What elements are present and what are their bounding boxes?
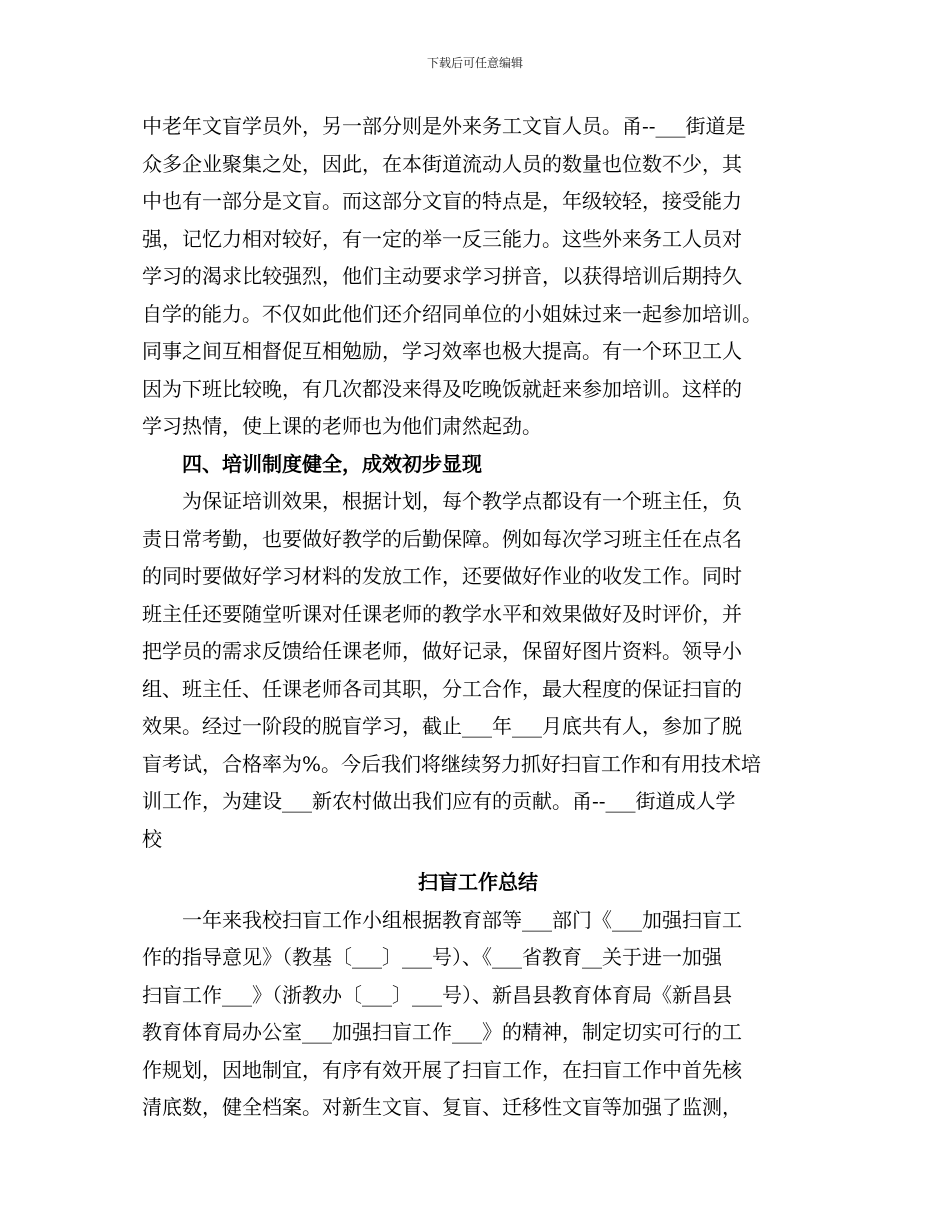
paragraph-line: 扫盲工作___》（浙教办〔___〕___号）、新昌县教育体育局《新昌县 <box>142 982 732 1007</box>
paragraph-line: 学习热情，使上课的老师也为他们肃然起劲。 <box>142 414 542 438</box>
paragraph-line: 中老年文盲学员外，另一部分则是外来务工文盲人员。甬--___街道是 <box>142 114 746 138</box>
paragraph-line: 训工作，为建设___新农村做出我们应有的贡献。甬--___街道成人学 <box>142 789 736 813</box>
page-header: 下载后可任意编辑 <box>426 56 523 70</box>
paragraph-line: 同事之间互相督促互相勉励，学习效率也极大提高。有一个环卫工人 <box>142 339 742 363</box>
paragraph-line: 责日常考勤，也要做好教学的后勤保障。例如每次学习班主任在点名 <box>142 526 742 551</box>
section-heading: 四、培训制度健全，成效初步显现 <box>182 451 482 476</box>
paragraph-line: 盲考试，合格率为%。今后我们将继续努力抓好扫盲工作和有用技术培 <box>142 751 762 776</box>
paragraph-line: 众多企业聚集之处，因此，在本街道流动人员的数量也位数不少，其 <box>142 151 742 176</box>
paragraph-line: 效果。经过一阶段的脱盲学习，截止___年___月底共有人，参加了脱 <box>142 714 742 738</box>
document-body <box>142 108 814 1127</box>
paragraph-line: 组、班主任、任课老师各司其职，分工合作，最大程度的保证扫盲的 <box>142 676 742 701</box>
paragraph-line: 清底数，健全档案。对新生文盲、复盲、迁移性文盲等加强了监测， <box>142 1095 742 1119</box>
paragraph-line: 强，记忆力相对较好，有一定的举一反三能力。这些外来务工人员对 <box>142 226 742 251</box>
paragraph-line: 因为下班比较晚，有几次都没来得及吃晚饭就赶来参加培训。这样的 <box>142 376 742 401</box>
paragraph-line: 班主任还要随堂听课对任课老师的教学水平和效果做好及时评价，并 <box>142 601 742 626</box>
paragraph-line: 作的指导意见》（教基〔___〕___号）、《___省教育__关于进一加强 <box>142 945 722 969</box>
section-1 <box>142 108 814 446</box>
paragraph-line: 中也有一部分是文盲。而这部分文盲的特点是，年级较轻，接受能力 <box>142 189 742 213</box>
paragraph-line: 一年来我校扫盲工作小组根据教育部等___部门《___加强扫盲工 <box>182 907 742 932</box>
paragraph-line: 校 <box>142 826 162 851</box>
paragraph-line: 学习的渴求比较强烈，他们主动要求学习拼音，以获得培训后期持久 <box>142 264 742 288</box>
paragraph-line: 教育体育局办公室___加强扫盲工作___》的精神，制定切实可行的工 <box>142 1020 742 1044</box>
paragraph-line: 为保证培训效果，根据计划，每个教学点都设有一个班主任，负 <box>182 489 742 513</box>
paragraph-line: 把学员的需求反馈给任课老师，做好记录，保留好图片资料。领导小 <box>142 639 742 663</box>
document-title: 扫盲工作总结 <box>418 870 538 894</box>
paragraph-line: 作规划，因地制宜，有序有效开展了扫盲工作，在扫盲工作中首先核 <box>142 1057 742 1082</box>
paragraph-line: 的同时要做好学习材料的发放工作，还要做好作业的收发工作。同时 <box>142 564 742 588</box>
section-2 <box>142 446 814 859</box>
paragraph-line: 自学的能力。不仅如此他们还介绍同单位的小姐妹过来一起参加培训。 <box>142 301 762 326</box>
section-3 <box>142 864 814 1127</box>
